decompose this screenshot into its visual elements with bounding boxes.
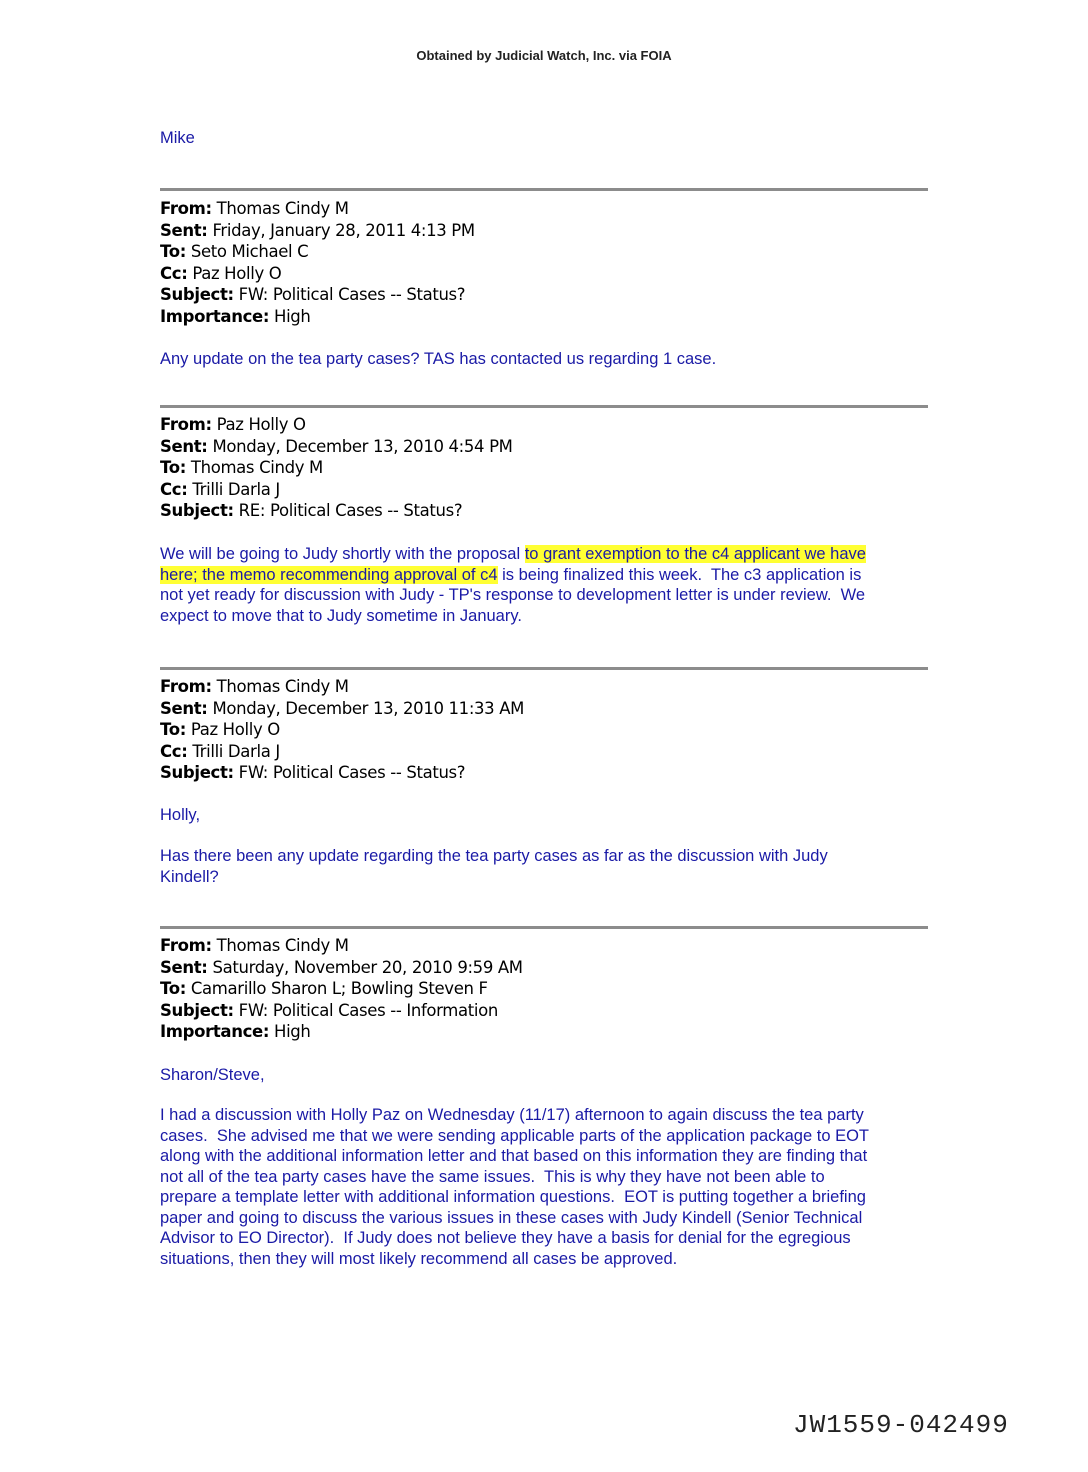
sent-row: Sent: Monday, December 13, 2010 11:33 AM [160, 698, 525, 718]
from-row: From: Thomas Cindy M [160, 936, 349, 955]
to-row: To: Thomas Cindy M [160, 458, 323, 478]
email-divider [160, 405, 928, 408]
email-header [160, 935, 523, 1043]
email-greeting: Sharon/Steve, [160, 1066, 265, 1084]
sent-row: Sent: Saturday, November 20, 2010 9:59 AM [160, 957, 523, 977]
cc-row: Cc: Trilli Darla J [160, 741, 280, 761]
from-row: From: Paz Holly O [160, 415, 306, 434]
email-header [160, 414, 513, 522]
email-body: Any update on the tea party cases? TAS has contacted us regarding 1 case. [160, 350, 717, 368]
email-divider [160, 926, 928, 929]
email-header [160, 198, 475, 328]
to-row: To: Seto Michael C [160, 242, 309, 262]
email-divider [160, 188, 928, 191]
cc-row: Cc: Trilli Darla J [160, 479, 280, 499]
email-divider [160, 667, 928, 670]
subject-row: Subject: FW: Political Cases -- Information [160, 1000, 498, 1020]
email-body: We will be going to Judy shortly with the proposal to grant exemption to the c4 applicant we have here; the memo recommending approval of c4 is being finalized this week. The c3 application is not yet ready for discussion with Judy - TP's response to development letter is under review. We expect to move that to Judy sometime in January. [160, 545, 866, 625]
foia-watermark: Obtained by Judicial Watch, Inc. via FOIA [416, 48, 672, 63]
from-row: From: Thomas Cindy M [160, 199, 349, 218]
email-body: I had a discussion with Holly Paz on Wednesday (11/17) afternoon to again discuss the tea party cases. She advised me that we were sending applicable parts of the application package to EOT along with the additional information letter and that based on this information they are finding that not all of the tea party cases have the same issues. This is why they have not been able to prepare a template letter with additional information questions. EOT is putting together a briefing paper and going to discuss the various issues in these cases with Judy Kindell (Senior Technical Advisor to EO Director). If Judy does not believe they have a basis for denial for the egregious situations, then they will most likely recommend all cases be approved. [160, 1106, 870, 1268]
subject-row: Subject: FW: Political Cases -- Status? [160, 285, 466, 305]
email-body: Has there been any update regarding the tea party cases as far as the discussion with Judy Kindell? [160, 847, 828, 886]
cc-row: Cc: Paz Holly O [160, 263, 282, 283]
bates-number: JW1559-042499 [793, 1410, 1009, 1440]
email-header [160, 676, 524, 784]
sent-row: Sent: Friday, January 28, 2011 4:13 PM [160, 220, 475, 240]
importance-row: Importance: High [160, 1022, 311, 1042]
importance-row: Importance: High [160, 306, 311, 326]
highlighted-text: here; the memo recommending approval of c4 [160, 565, 498, 584]
highlighted-text: to grant exemption to the c4 applicant we have [524, 545, 866, 563]
subject-row: Subject: FW: Political Cases -- Status? [160, 763, 466, 783]
to-row: To: Paz Holly O [160, 720, 280, 740]
to-row: To: Camarillo Sharon L; Bowling Steven F [160, 979, 488, 999]
from-row: From: Thomas Cindy M [160, 677, 349, 696]
sent-row: Sent: Monday, December 13, 2010 4:54 PM [160, 436, 513, 456]
closing-name: Mike [160, 129, 195, 147]
email-greeting: Holly, [160, 806, 201, 824]
subject-row: Subject: RE: Political Cases -- Status? [160, 501, 463, 521]
